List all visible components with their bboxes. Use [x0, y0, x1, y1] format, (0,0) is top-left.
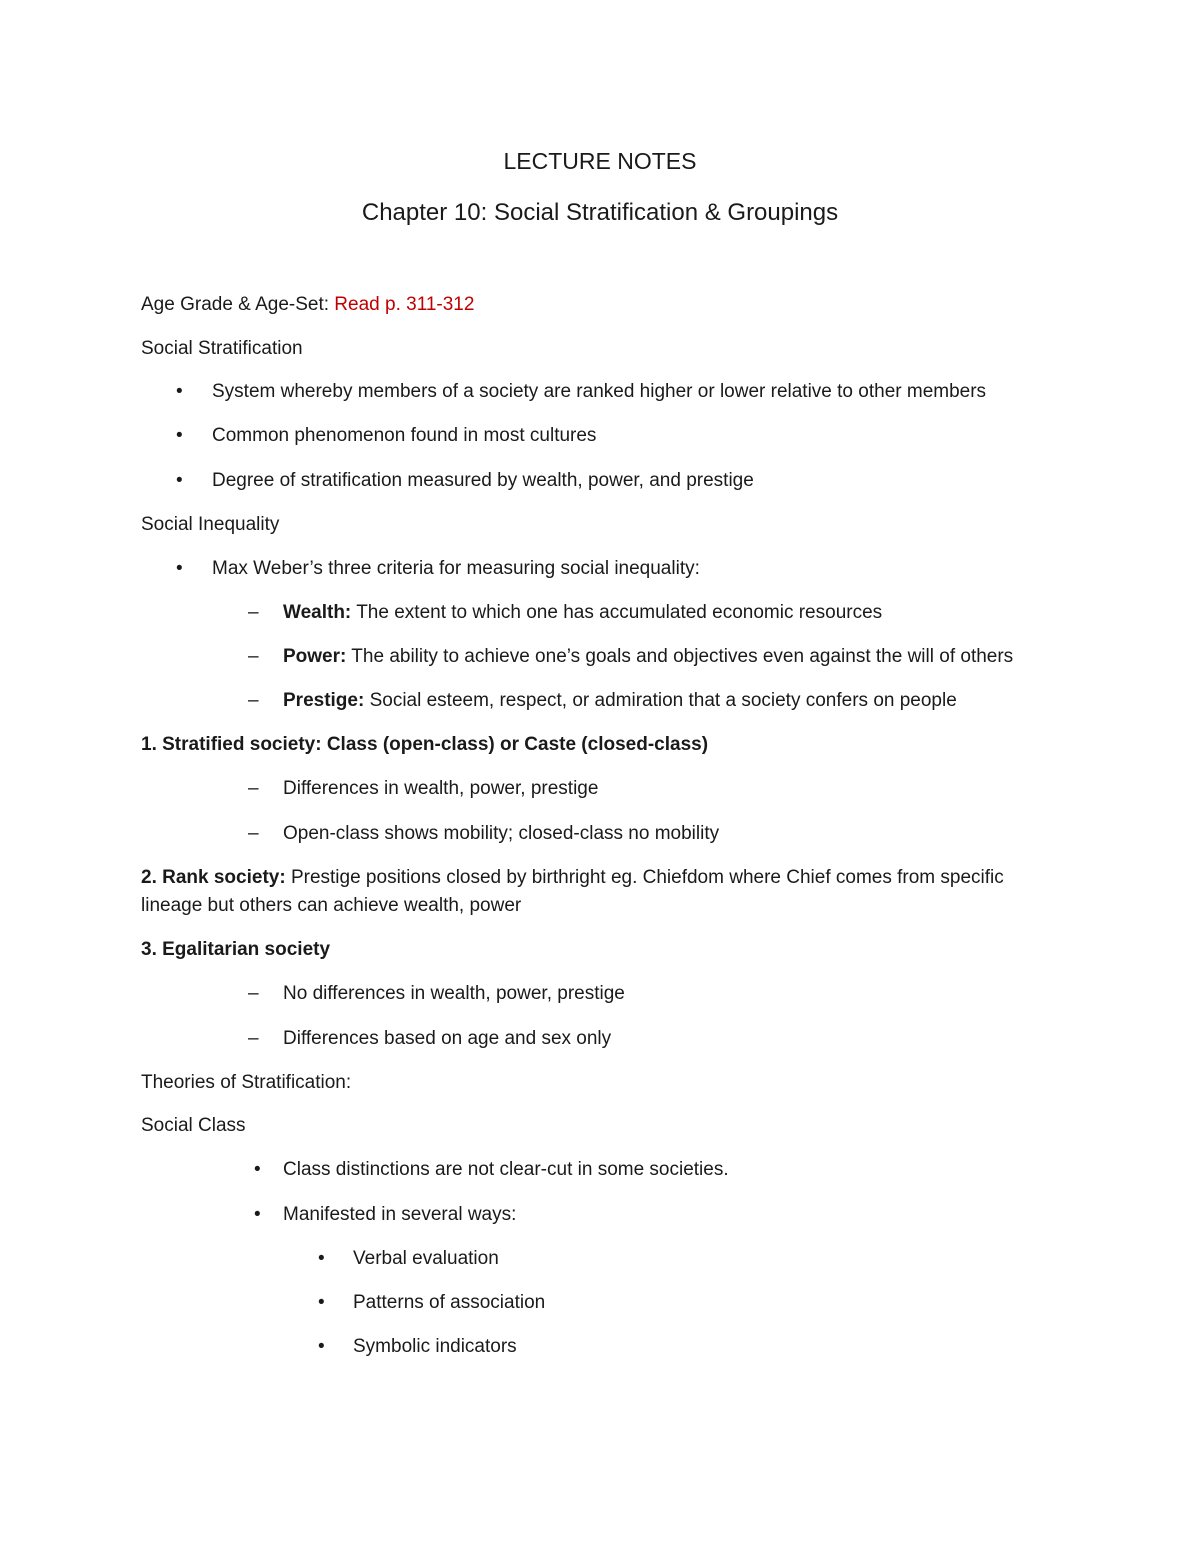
list-item: System whereby members of a society are ranked higher or lower relative to other members	[212, 381, 987, 402]
list-item: Manifested in several ways:	[283, 1204, 517, 1225]
bullet-icon: •	[176, 425, 183, 446]
rank-society-text: Prestige positions closed by birthright eg. Chiefdom where Chief comes from specific	[285, 867, 1004, 888]
age-grade-line	[141, 293, 474, 317]
rank-society-heading: 2. Rank society:	[141, 867, 286, 888]
section-heading-social-class: Social Class	[141, 1115, 246, 1136]
bullet-icon: •	[254, 1159, 261, 1180]
list-item: Class distinctions are not clear-cut in some societies.	[283, 1159, 729, 1180]
page-title: LECTURE NOTES	[503, 148, 697, 174]
list-item: Degree of stratification measured by wealth, power, and prestige	[212, 470, 754, 491]
bullet-icon: •	[176, 470, 183, 491]
reading-note: Read p. 311-312	[334, 294, 475, 315]
section-heading-stratified-society: 1. Stratified society: Class (open-class) or Caste (closed-class)	[141, 734, 709, 755]
chapter-title: Chapter 10: Social Stratification & Groupings	[361, 199, 839, 226]
rank-society-paragraph	[141, 866, 1004, 890]
criterion-term: Wealth:	[283, 602, 352, 623]
section-heading-egalitarian: 3. Egalitarian society	[141, 939, 331, 960]
criterion-term: Prestige:	[283, 690, 365, 711]
section-heading-stratification: Social Stratification	[141, 338, 303, 359]
list-item: Open-class shows mobility; closed-class no mobility	[283, 823, 720, 844]
bullet-icon: •	[318, 1336, 325, 1357]
criterion-item	[283, 645, 1013, 669]
dash-icon: –	[248, 1028, 259, 1049]
section-heading-theories: Theories of Stratification:	[141, 1072, 352, 1093]
list-item: Common phenomenon found in most cultures	[212, 425, 597, 446]
bullet-icon: •	[318, 1292, 325, 1313]
dash-icon: –	[248, 646, 259, 667]
criterion-text: Social esteem, respect, or admiration that a society confers on people	[364, 690, 957, 711]
criterion-text: The extent to which one has accumulated economic resources	[351, 602, 883, 623]
bullet-icon: •	[176, 381, 183, 402]
criterion-term: Power:	[283, 646, 347, 667]
rank-society-text-continued: lineage but others can achieve wealth, power	[141, 895, 522, 916]
criterion-text: The ability to achieve one’s goals and objectives even against the will of others	[346, 646, 1014, 667]
list-item: No differences in wealth, power, prestige	[283, 983, 625, 1004]
dash-icon: –	[248, 823, 259, 844]
section-heading-inequality: Social Inequality	[141, 514, 280, 535]
bullet-icon: •	[318, 1248, 325, 1269]
dash-icon: –	[248, 778, 259, 799]
sub-list-item: Patterns of association	[353, 1292, 546, 1313]
list-item: Differences based on age and sex only	[283, 1028, 612, 1049]
dash-icon: –	[248, 690, 259, 711]
sub-list-item: Verbal evaluation	[353, 1248, 499, 1269]
list-item: Max Weber’s three criteria for measuring social inequality:	[212, 558, 700, 579]
sub-list-item: Symbolic indicators	[353, 1336, 517, 1357]
bullet-icon: •	[254, 1204, 261, 1225]
dash-icon: –	[248, 602, 259, 623]
criterion-item	[283, 601, 882, 625]
age-grade-label: Age Grade & Age-Set:	[141, 294, 330, 315]
list-item: Differences in wealth, power, prestige	[283, 778, 599, 799]
criterion-item	[283, 689, 957, 713]
dash-icon: –	[248, 983, 259, 1004]
bullet-icon: •	[176, 558, 183, 579]
